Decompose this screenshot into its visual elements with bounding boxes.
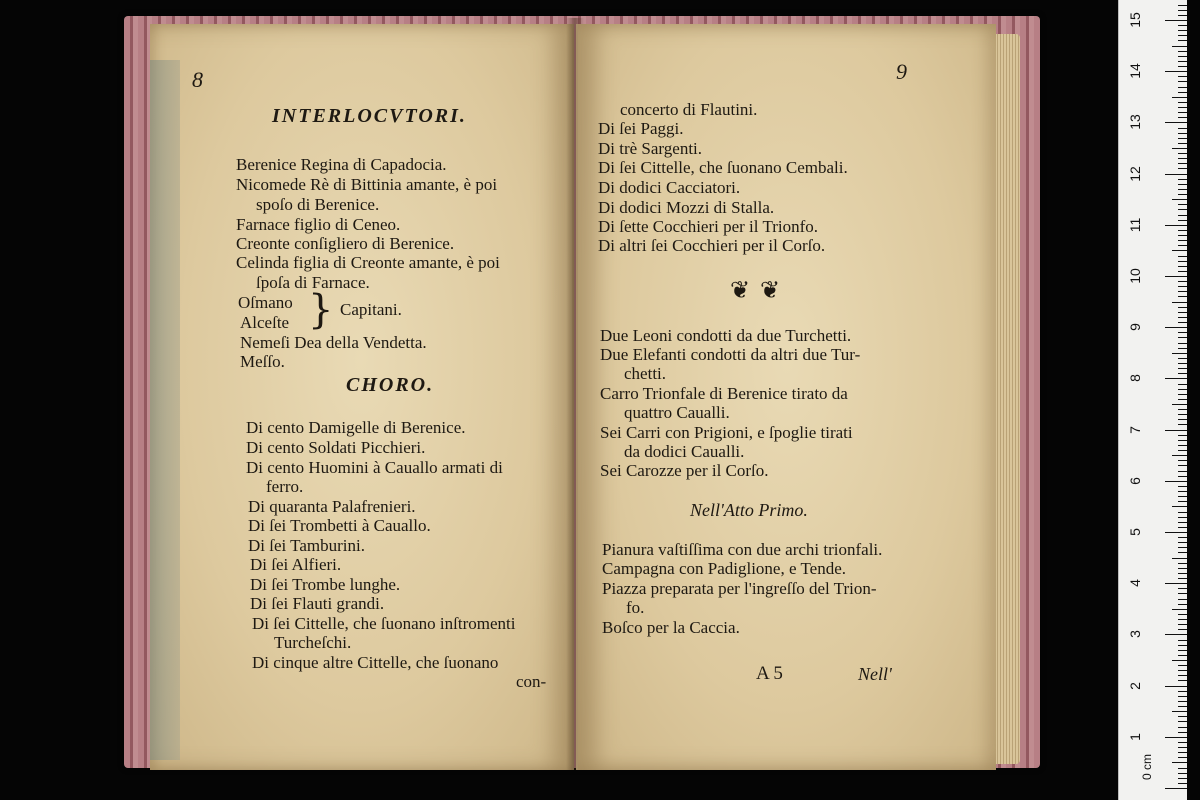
ruler-tick	[1178, 81, 1187, 82]
list-line: Di trè Sargenti.	[598, 139, 703, 158]
ruler-tick	[1178, 414, 1187, 415]
ruler-tick	[1178, 337, 1187, 338]
ruler-number: 5	[1127, 528, 1143, 536]
ruler-tick	[1178, 107, 1187, 108]
ruler-tick	[1178, 168, 1187, 169]
ruler-tick	[1178, 409, 1187, 410]
ruler-tick	[1178, 640, 1187, 641]
left-page-heading: INTERLOCVTORI.	[272, 105, 467, 127]
ruler-number: 11	[1127, 217, 1143, 233]
ruler-tick	[1172, 711, 1187, 712]
ruler-tick	[1165, 71, 1187, 72]
choro-line: Di ſei Tamburini.	[248, 536, 366, 555]
ruler-tick	[1178, 680, 1187, 681]
ruler-tick	[1178, 573, 1187, 574]
ruler-tick	[1178, 517, 1187, 518]
ruler-tick	[1178, 389, 1187, 390]
ruler-tick	[1178, 742, 1187, 743]
ruler-tick	[1178, 440, 1187, 441]
ruler-tick	[1178, 604, 1187, 605]
ruler-tick	[1178, 291, 1187, 292]
ruler-tick	[1178, 245, 1187, 246]
ruler-number: 4	[1127, 579, 1143, 588]
ruler-tick	[1165, 788, 1187, 789]
ruler-tick	[1178, 317, 1187, 318]
ruler-tick	[1178, 614, 1187, 615]
ruler-tick	[1178, 706, 1187, 707]
ruler-tick	[1178, 645, 1187, 646]
ruler-tick	[1178, 312, 1187, 313]
right-catchword: Nell'	[858, 664, 892, 684]
cast-alceste: Alceſte	[240, 313, 290, 332]
cast-line: Nemeſi Dea della Vendetta.	[240, 333, 427, 352]
ruler-tick	[1165, 737, 1187, 738]
brace-icon: }	[308, 287, 334, 333]
list-line: Di ſei Cittelle, che ſuonano Cembali.	[598, 158, 848, 177]
cast-osmano: Oſmano	[238, 293, 293, 312]
cast-capitani: Capitani.	[340, 300, 402, 319]
cast-line: Creonte conſigliero di Berenice.	[236, 234, 455, 253]
ruler-number: 2	[1127, 681, 1143, 690]
ruler-tick	[1178, 117, 1187, 118]
ruler-tick	[1178, 588, 1187, 589]
ruler-tick	[1178, 655, 1187, 656]
cast-line: Nicomede Rè di Bittinia amante, è poi	[236, 175, 498, 194]
ruler-tick	[1165, 430, 1187, 431]
ruler-tick	[1178, 271, 1187, 272]
ruler-tick	[1178, 757, 1187, 758]
ruler-tick	[1178, 189, 1187, 190]
ruler-tick	[1178, 783, 1187, 784]
ruler-tick	[1178, 512, 1187, 513]
ruler-tick	[1165, 481, 1187, 482]
ruler-tick	[1178, 696, 1187, 697]
ruler-tick	[1178, 296, 1187, 297]
ruler-tick	[1178, 460, 1187, 461]
ruler-tick	[1172, 199, 1187, 200]
ruler-tick	[1178, 424, 1187, 425]
ruler-tick	[1165, 174, 1187, 175]
measurement-ruler	[1118, 0, 1187, 800]
ruler-tick	[1165, 327, 1187, 328]
ruler-tick	[1178, 40, 1187, 41]
ruler-tick	[1178, 240, 1187, 241]
ruler-tick	[1178, 220, 1187, 221]
ruler-tick	[1165, 583, 1187, 584]
ruler-tick	[1178, 476, 1187, 477]
ruler-tick	[1178, 5, 1187, 6]
ruler-tick	[1178, 112, 1187, 113]
ruler-tick	[1172, 455, 1187, 456]
procession-line: Sei Carozze per il Corſo.	[600, 461, 769, 480]
choro-line: Di ſei Trombe lunghe.	[250, 575, 401, 594]
ruler-tick	[1178, 394, 1187, 395]
ruler-tick	[1178, 153, 1187, 154]
list-line: Di ſette Cocchieri per il Trionfo.	[598, 217, 819, 236]
ruler-tick	[1178, 348, 1187, 349]
ruler-number: 14	[1127, 63, 1143, 79]
scene-line: Piazza preparata per l'ingreſſo del Trion-	[602, 579, 877, 598]
ruler-tick	[1178, 51, 1187, 52]
ruler-tick	[1178, 721, 1187, 722]
cast-line: ſpoſa di Farnace.	[256, 273, 370, 292]
ruler-tick	[1178, 542, 1187, 543]
ruler-tick	[1165, 276, 1187, 277]
ruler-tick	[1178, 732, 1187, 733]
ruler-tick	[1172, 404, 1187, 405]
ruler-tick	[1178, 25, 1187, 26]
ruler-tick	[1178, 343, 1187, 344]
ruler-tick	[1165, 225, 1187, 226]
ruler-tick	[1178, 102, 1187, 103]
ruler-tick	[1172, 97, 1187, 98]
ruler-tick	[1178, 716, 1187, 717]
ruler-tick	[1178, 30, 1187, 31]
ruler-tick	[1178, 56, 1187, 57]
choro-line: Di cento Damigelle di Berenice.	[246, 418, 466, 437]
ruler-number: 3	[1127, 630, 1143, 639]
ruler-tick	[1165, 122, 1187, 123]
ruler-tick	[1178, 773, 1187, 774]
ruler-tick	[1165, 378, 1187, 379]
ruler-tick	[1178, 547, 1187, 548]
ruler-tick	[1172, 302, 1187, 303]
choro-line: Di ſei Cittelle, che ſuonano inſtromenti	[252, 614, 516, 633]
ruler-tick	[1178, 35, 1187, 36]
ruler-tick	[1178, 332, 1187, 333]
ruler-number: 9	[1127, 323, 1143, 332]
ruler-tick	[1172, 148, 1187, 149]
right-page-number: 9	[896, 59, 907, 84]
ruler-tick	[1178, 624, 1187, 625]
ruler-number: 10	[1127, 268, 1143, 284]
ruler-tick	[1178, 133, 1187, 134]
ruler-number: 12	[1127, 165, 1143, 182]
ruler-tick	[1178, 61, 1187, 62]
ruler-unit-label: 0 cm	[1140, 754, 1154, 781]
ruler-number: 1	[1127, 732, 1143, 741]
ruler-tick	[1178, 619, 1187, 620]
ruler-tick	[1172, 46, 1187, 47]
list-line: Di dodici Cacciatori.	[598, 178, 741, 197]
ruler-tick	[1178, 184, 1187, 185]
ruler-tick	[1178, 768, 1187, 769]
cast-line: Meſſo.	[240, 352, 285, 371]
choro-line: Di cento Soldati Picchieri.	[246, 438, 426, 457]
ruler-tick	[1178, 179, 1187, 180]
procession-line: chetti.	[624, 364, 667, 383]
ruler-tick	[1178, 266, 1187, 267]
ruler-tick	[1178, 363, 1187, 364]
choro-line: Di cinque altre Cittelle, che ſuonano	[252, 653, 499, 672]
choro-line: Di quaranta Palafrenieri.	[248, 497, 416, 516]
ruler-tick	[1178, 15, 1187, 16]
choro-line: Di ſei Flauti grandi.	[250, 594, 385, 613]
ruler-tick	[1178, 727, 1187, 728]
ruler-tick	[1178, 419, 1187, 420]
ruler-tick	[1178, 675, 1187, 676]
ruler-tick	[1178, 445, 1187, 446]
cast-line: Celinda figlia di Creonte amante, è poi	[236, 253, 500, 272]
choro-line: Di cento Huomini à Cauallo armati di	[246, 458, 503, 477]
signature-mark: A 5	[756, 663, 783, 684]
ruler-tick	[1178, 747, 1187, 748]
choro-line: ferro.	[266, 477, 304, 496]
procession-line: Due Elefanti condotti da altri due Tur-	[600, 345, 861, 364]
ruler-tick	[1172, 660, 1187, 661]
ruler-tick	[1178, 496, 1187, 497]
ruler-tick	[1178, 373, 1187, 374]
choro-line: Di ſei Trombetti à Cauallo.	[248, 516, 431, 535]
ruler-tick	[1178, 143, 1187, 144]
left-page-edge	[150, 60, 180, 760]
procession-line: Due Leoni condotti da due Turchetti.	[600, 326, 852, 345]
ruler-tick	[1172, 609, 1187, 610]
ruler-tick	[1178, 368, 1187, 369]
ruler-tick	[1178, 138, 1187, 139]
ruler-tick	[1178, 87, 1187, 88]
ruler-number: 6	[1127, 476, 1143, 485]
ruler-tick	[1178, 593, 1187, 594]
ruler-tick	[1178, 358, 1187, 359]
scene-line: Boſco per la Caccia.	[602, 618, 740, 637]
scene-line: fo.	[626, 598, 645, 617]
ruler-tick	[1178, 92, 1187, 93]
ruler-tick	[1165, 634, 1187, 635]
ruler-tick	[1178, 486, 1187, 487]
ruler-tick	[1178, 128, 1187, 129]
ruler-tick	[1165, 532, 1187, 533]
ruler-tick	[1172, 250, 1187, 251]
cast-line: spoſo di Berenice.	[256, 195, 380, 214]
procession-line: Carro Trionfale di Berenice tirato da	[600, 384, 848, 403]
cast-line: Farnace figlio di Ceneo.	[236, 215, 401, 234]
ruler-tick	[1178, 471, 1187, 472]
ruler-tick	[1178, 752, 1187, 753]
ruler-number: 7	[1127, 425, 1143, 434]
ruler-tick	[1178, 701, 1187, 702]
ruler-tick	[1178, 307, 1187, 308]
left-catchword: con-	[516, 672, 547, 691]
list-line: Di dodici Mozzi di Stalla.	[598, 198, 775, 217]
ruler-tick	[1178, 209, 1187, 210]
scene-line: Campagna con Padiglione, e Tende.	[602, 559, 846, 578]
fleuron-ornament-icon: ❦ ❦	[730, 278, 781, 304]
ruler-tick	[1178, 665, 1187, 666]
ruler-tick	[1178, 670, 1187, 671]
ruler-tick	[1178, 629, 1187, 630]
ruler-tick	[1178, 491, 1187, 492]
ruler-tick	[1178, 235, 1187, 236]
ruler-tick	[1178, 230, 1187, 231]
choro-line: Turcheſchi.	[274, 633, 352, 652]
ruler-tick	[1178, 256, 1187, 257]
ruler-tick	[1178, 76, 1187, 77]
ruler-tick	[1178, 778, 1187, 779]
choro-heading: CHORO.	[346, 374, 435, 396]
list-line: Di altri ſei Cocchieri per il Corſo.	[598, 236, 826, 255]
ruler-tick	[1178, 568, 1187, 569]
ruler-tick	[1178, 578, 1187, 579]
ruler-number: 15	[1127, 12, 1143, 28]
ruler-tick	[1178, 204, 1187, 205]
choro-line: Di ſei Alfieri.	[250, 555, 342, 574]
ruler-tick	[1178, 194, 1187, 195]
ruler-tick	[1165, 20, 1187, 21]
ruler-tick	[1178, 399, 1187, 400]
ruler-tick	[1178, 527, 1187, 528]
ruler-number: 8	[1127, 374, 1143, 383]
ruler-tick	[1178, 435, 1187, 436]
ruler-tick	[1178, 650, 1187, 651]
ruler-tick	[1178, 501, 1187, 502]
ruler-tick	[1178, 66, 1187, 67]
ruler-tick	[1172, 353, 1187, 354]
ruler-tick	[1178, 322, 1187, 323]
ruler-tick	[1178, 163, 1187, 164]
ruler-tick	[1178, 281, 1187, 282]
procession-line: Sei Carri con Prigioni, e ſpoglie tirati	[600, 423, 853, 442]
ruler-tick	[1178, 286, 1187, 287]
list-line: concerto di Flautini.	[620, 100, 758, 119]
ruler-tick	[1178, 552, 1187, 553]
ruler-tick	[1172, 762, 1187, 763]
ruler-tick	[1178, 465, 1187, 466]
ruler-tick	[1178, 384, 1187, 385]
ruler-tick	[1165, 686, 1187, 687]
act-heading: Nell'Atto Primo.	[690, 500, 808, 520]
ruler-tick	[1178, 158, 1187, 159]
ruler-tick	[1172, 558, 1187, 559]
scene-line: Pianura vaſtiſſima con due archi trionfali.	[602, 540, 883, 559]
ruler-tick	[1178, 450, 1187, 451]
list-line: Di ſei Paggi.	[598, 119, 684, 138]
ruler-tick	[1178, 599, 1187, 600]
ruler-tick	[1178, 522, 1187, 523]
left-page-number: 8	[192, 67, 203, 92]
ruler-tick	[1178, 563, 1187, 564]
ruler-tick	[1178, 10, 1187, 11]
cast-line: Berenice Regina di Capadocia.	[236, 155, 447, 174]
ruler-number: 13	[1127, 114, 1143, 131]
ruler-tick	[1178, 261, 1187, 262]
page-edges	[992, 34, 1020, 764]
ruler-tick	[1172, 506, 1187, 507]
procession-line: quattro Caualli.	[624, 403, 730, 422]
ruler-tick	[1178, 537, 1187, 538]
procession-line: da dodici Caualli.	[624, 442, 745, 461]
ruler-tick	[1178, 215, 1187, 216]
ruler-tick	[1178, 691, 1187, 692]
